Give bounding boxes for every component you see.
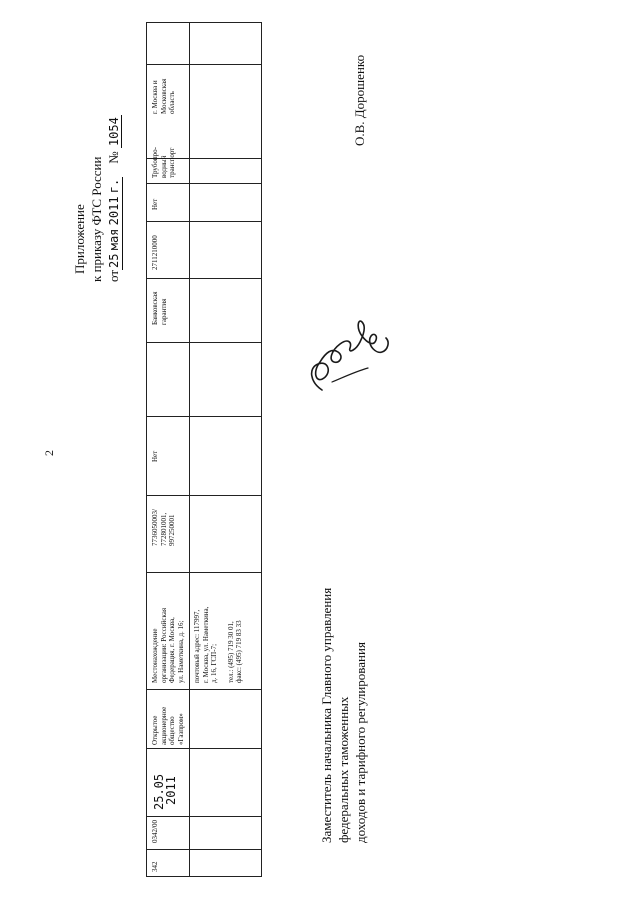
transport-line: водный — [159, 155, 168, 178]
table-divider — [147, 221, 261, 222]
table-divider — [147, 183, 261, 184]
address-line: ул. Наметкина, д. 16; — [176, 620, 185, 683]
order-date — [106, 177, 123, 270]
date-year: 2011 — [164, 776, 178, 805]
transport-type — [151, 147, 177, 178]
address-line — [185, 607, 193, 683]
table-divider — [147, 416, 261, 417]
region-line: г. Москва и — [151, 80, 159, 114]
address-line: организации: Российская — [159, 607, 168, 683]
address-line: почтовый адрес: 117997, — [193, 609, 201, 683]
order-day: 25 — [107, 253, 121, 268]
guarantee-line: Банковская — [151, 291, 159, 325]
address-line: факс: (495) 719 83 33 — [235, 620, 243, 683]
org-name — [151, 707, 185, 745]
signatory-position-line3: доходов и тарифного регулирования — [353, 642, 368, 843]
order-number: 1054 — [107, 117, 121, 147]
from-prefix: от — [106, 269, 121, 282]
cell-net-2: Нет — [151, 198, 159, 210]
address-line: д. 16, ГСП-7; — [210, 643, 218, 683]
order-month: мая — [107, 228, 121, 251]
org-name-line: общество — [168, 716, 176, 745]
transport-line: Трубопро- — [151, 147, 159, 178]
address-line: г. Москва, ул. Наметкина, — [201, 606, 210, 683]
appendix-title: Приложение — [72, 204, 87, 274]
page-number: 2 — [42, 450, 56, 456]
address-line: тел.: (495) 719 30 01, — [226, 621, 235, 683]
table-divider — [147, 342, 261, 343]
order-year: 2011 — [107, 196, 121, 226]
guarantee-type — [151, 292, 168, 325]
inn-kpp-line: 7736050003/ — [151, 509, 159, 546]
org-name-line: Открытое — [151, 715, 159, 745]
table-divider — [147, 572, 261, 573]
signatory-position-line1: Заместитель начальника Главного управления — [319, 587, 334, 843]
region — [151, 79, 177, 114]
table-divider — [147, 849, 261, 850]
license-code: 0342/00 — [151, 820, 159, 843]
table-divider — [147, 689, 261, 690]
org-name-line: «Газпром» — [176, 713, 185, 745]
address-line: Местонахождение — [151, 628, 159, 683]
address-line — [219, 607, 227, 683]
tnved-code: 2711210000 — [151, 235, 159, 270]
transport-line: транспорт — [168, 147, 176, 178]
org-name-line: акционерное — [159, 706, 168, 745]
region-line: область — [168, 91, 176, 114]
date-day-month: 25.05 — [152, 773, 166, 810]
table-divider — [147, 64, 261, 65]
order-date-line — [106, 115, 123, 282]
guarantee-line: гарантия — [159, 298, 168, 325]
table-divider — [147, 816, 261, 817]
inn-kpp — [151, 509, 177, 546]
address-line: Федерация, г. Москва, — [168, 617, 176, 683]
order-year-suffix: г. — [107, 178, 121, 194]
inn-kpp-line: 997250001 — [168, 514, 176, 546]
table-divider — [147, 495, 261, 496]
cell-net: Нет — [151, 450, 159, 462]
number-sign: № — [106, 151, 121, 164]
signatory-position-line2: федеральных таможенных — [336, 696, 351, 843]
order-reference: к приказу ФТС России — [89, 156, 104, 282]
org-address — [151, 607, 244, 683]
inn-kpp-line: 772801001, — [159, 512, 168, 546]
region-line: Московская — [159, 78, 168, 114]
table-divider — [147, 748, 261, 749]
handwritten-signature — [302, 312, 394, 394]
table-divider — [147, 278, 261, 279]
row-number: 342 — [151, 861, 159, 872]
signatory-name: О.В. Дорошенко — [352, 54, 367, 146]
